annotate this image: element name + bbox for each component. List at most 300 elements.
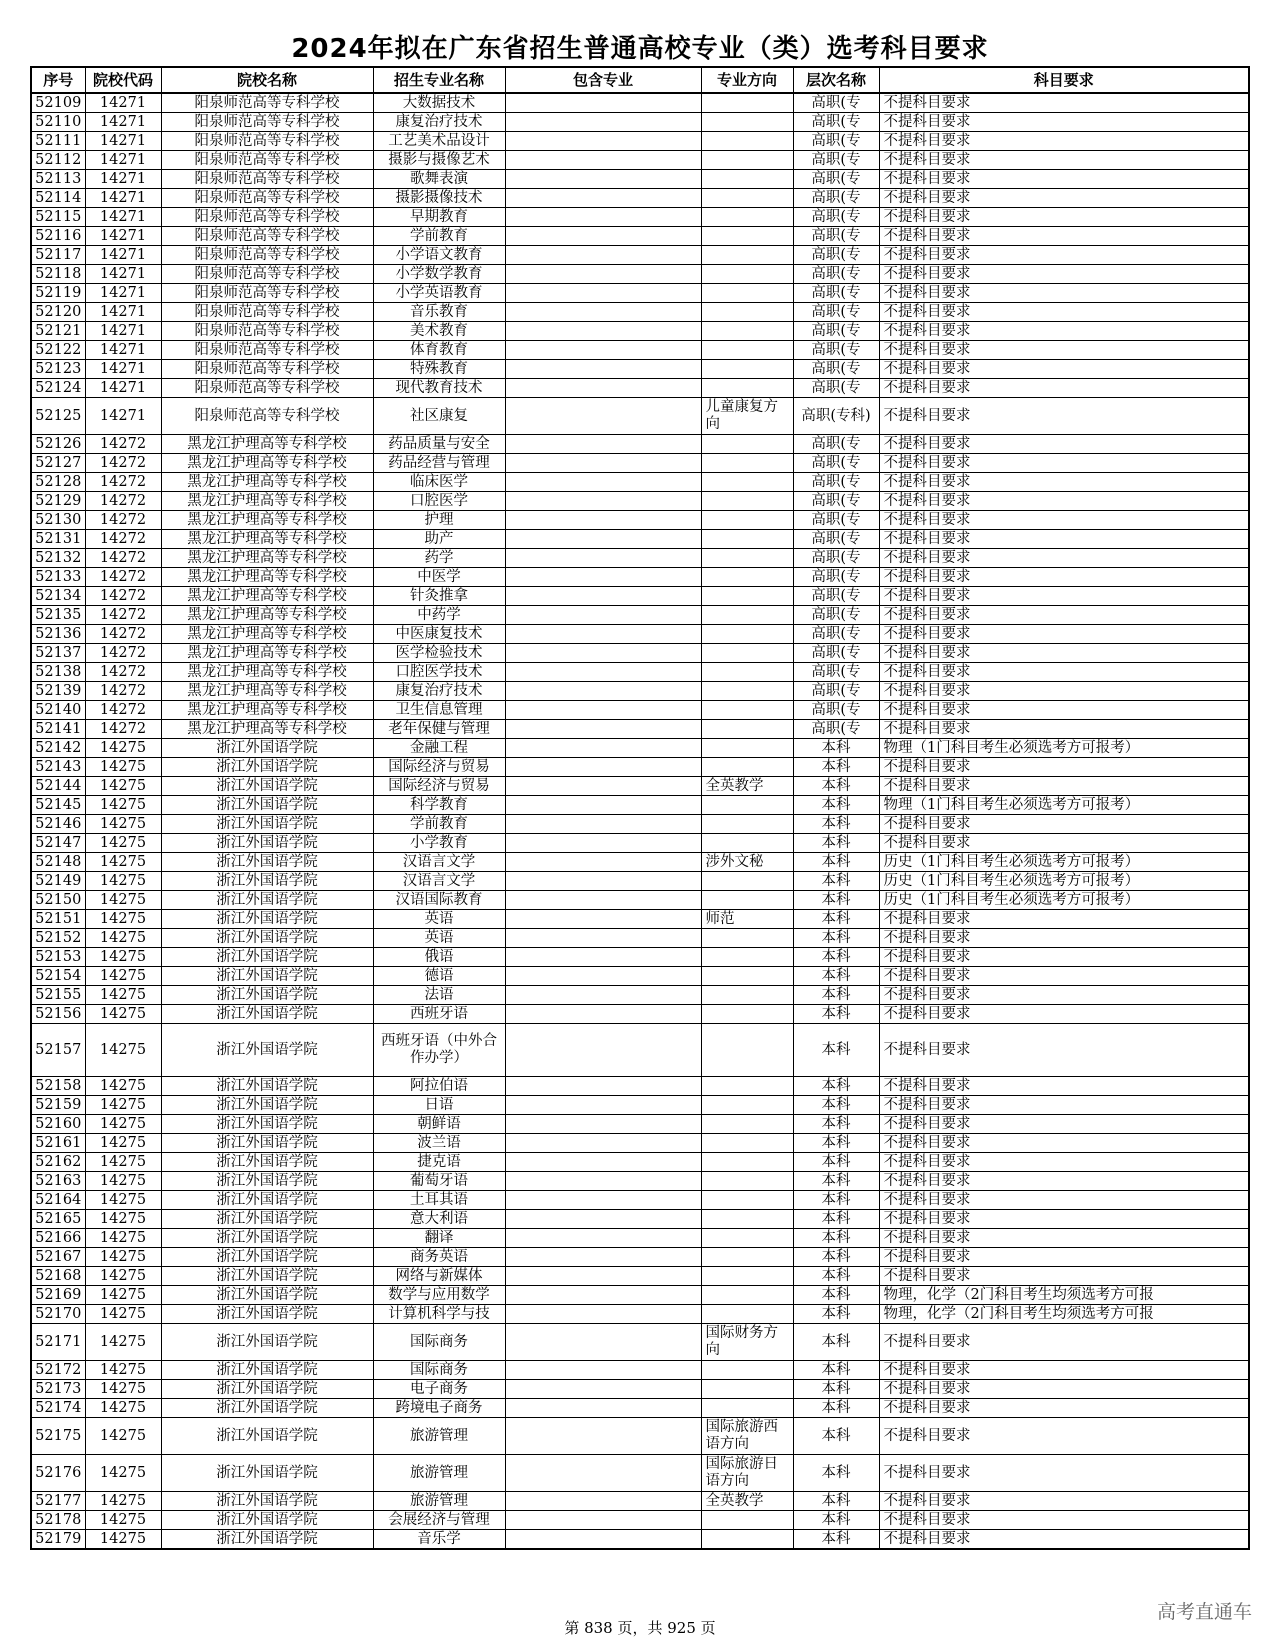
seq-cell: 52156 [31, 1005, 85, 1024]
seq-cell: 52148 [31, 853, 85, 872]
table-row [31, 360, 1249, 379]
school-name-cell: 浙江外国语学院 [161, 1248, 373, 1267]
direction-cell [701, 663, 793, 682]
seq-cell: 52140 [31, 701, 85, 720]
included-majors-cell [505, 1248, 701, 1267]
seq-cell: 52112 [31, 151, 85, 170]
major-name-cell: 俄语 [373, 948, 505, 967]
subject-req-cell: 不提科目要求 [879, 606, 1249, 625]
included-majors-cell [505, 1305, 701, 1324]
subject-req-cell: 不提科目要求 [879, 1115, 1249, 1134]
major-name-cell: 朝鲜语 [373, 1115, 505, 1134]
major-name-cell: 卫生信息管理 [373, 701, 505, 720]
seq-cell: 52115 [31, 208, 85, 227]
table-row [31, 322, 1249, 341]
school-code-cell: 14271 [85, 379, 161, 398]
school-code-cell: 14272 [85, 663, 161, 682]
major-name-cell: 捷克语 [373, 1153, 505, 1172]
seq-cell: 52124 [31, 379, 85, 398]
column-header-included-majors: 包含专业 [505, 67, 701, 93]
seq-cell: 52157 [31, 1024, 85, 1077]
school-name-cell: 浙江外国语学院 [161, 739, 373, 758]
school-code-cell: 14275 [85, 910, 161, 929]
seq-cell: 52142 [31, 739, 85, 758]
subject-req-cell: 不提科目要求 [879, 815, 1249, 834]
school-code-cell: 14275 [85, 1267, 161, 1286]
included-majors-cell [505, 303, 701, 322]
direction-cell [701, 1248, 793, 1267]
subject-req-cell: 不提科目要求 [879, 189, 1249, 208]
table-row [31, 151, 1249, 170]
major-name-cell: 药学 [373, 549, 505, 568]
subject-req-cell: 不提科目要求 [879, 929, 1249, 948]
subject-req-cell: 物理，化学（2门科目考生均须选考方可报 [879, 1305, 1249, 1324]
level-cell: 高职(专 [793, 227, 879, 246]
major-name-cell: 老年保健与管理 [373, 720, 505, 739]
school-name-cell: 浙江外国语学院 [161, 1455, 373, 1492]
level-cell: 高职(专 [793, 246, 879, 265]
major-name-cell: 法语 [373, 986, 505, 1005]
level-cell: 高职(专 [793, 170, 879, 189]
major-name-cell: 网络与新媒体 [373, 1267, 505, 1286]
included-majors-cell [505, 189, 701, 208]
included-majors-cell [505, 1511, 701, 1530]
seq-cell: 52176 [31, 1455, 85, 1492]
school-code-cell: 14275 [85, 1380, 161, 1399]
school-code-cell: 14271 [85, 93, 161, 113]
table-row [31, 454, 1249, 473]
school-code-cell: 14275 [85, 853, 161, 872]
page-title: 2024年拟在广东省招生普通高校专业（类）选考科目要求 [291, 34, 989, 64]
school-code-cell: 14272 [85, 568, 161, 587]
school-code-cell: 14275 [85, 1248, 161, 1267]
seq-cell: 52138 [31, 663, 85, 682]
school-code-cell: 14275 [85, 872, 161, 891]
school-code-cell: 14271 [85, 360, 161, 379]
major-name-cell: 中药学 [373, 606, 505, 625]
school-code-cell: 14272 [85, 454, 161, 473]
table-header-row [31, 67, 1249, 93]
included-majors-cell [505, 227, 701, 246]
direction-cell [701, 1077, 793, 1096]
direction-cell: 国际财务方向 [701, 1324, 793, 1361]
school-code-cell: 14275 [85, 1305, 161, 1324]
school-name-cell: 浙江外国语学院 [161, 834, 373, 853]
table-body [31, 93, 1249, 1549]
requirements-table [30, 66, 1250, 1550]
table-row [31, 815, 1249, 834]
level-cell: 高职(专 [793, 530, 879, 549]
direction-cell [701, 1134, 793, 1153]
table-row [31, 227, 1249, 246]
seq-cell: 52117 [31, 246, 85, 265]
school-name-cell: 阳泉师范高等专科学校 [161, 208, 373, 227]
included-majors-cell [505, 360, 701, 379]
subject-req-cell: 不提科目要求 [879, 682, 1249, 701]
table-row [31, 1134, 1249, 1153]
seq-cell: 52123 [31, 360, 85, 379]
subject-req-cell: 不提科目要求 [879, 1077, 1249, 1096]
subject-req-cell: 不提科目要求 [879, 777, 1249, 796]
seq-cell: 52132 [31, 549, 85, 568]
subject-req-cell: 不提科目要求 [879, 1380, 1249, 1399]
direction-cell [701, 948, 793, 967]
direction-cell [701, 341, 793, 360]
direction-cell [701, 170, 793, 189]
included-majors-cell [505, 1210, 701, 1229]
included-majors-cell [505, 93, 701, 113]
direction-cell [701, 701, 793, 720]
school-code-cell: 14275 [85, 1172, 161, 1191]
source-watermark: 高考直通车 [1156, 1601, 1252, 1623]
included-majors-cell [505, 606, 701, 625]
subject-req-cell: 物理（1门科目考生必须选考方可报考） [879, 739, 1249, 758]
seq-cell: 52160 [31, 1115, 85, 1134]
subject-req-cell: 不提科目要求 [879, 1492, 1249, 1511]
subject-req-cell: 不提科目要求 [879, 701, 1249, 720]
school-name-cell: 浙江外国语学院 [161, 986, 373, 1005]
subject-req-cell: 不提科目要求 [879, 113, 1249, 132]
direction-cell: 儿童康复方向 [701, 398, 793, 435]
school-name-cell: 阳泉师范高等专科学校 [161, 284, 373, 303]
table-row [31, 967, 1249, 986]
subject-req-cell: 不提科目要求 [879, 454, 1249, 473]
table-row [31, 1455, 1249, 1492]
major-name-cell: 药品质量与安全 [373, 435, 505, 454]
direction-cell [701, 1172, 793, 1191]
seq-cell: 52165 [31, 1210, 85, 1229]
included-majors-cell [505, 379, 701, 398]
school-name-cell: 黑龙江护理高等专科学校 [161, 663, 373, 682]
direction-cell [701, 644, 793, 663]
level-cell: 本科 [793, 1024, 879, 1077]
major-name-cell: 口腔医学 [373, 492, 505, 511]
major-name-cell: 葡萄牙语 [373, 1172, 505, 1191]
seq-cell: 52179 [31, 1530, 85, 1550]
direction-cell [701, 227, 793, 246]
seq-cell: 52134 [31, 587, 85, 606]
major-name-cell: 西班牙语（中外合作办学） [373, 1024, 505, 1077]
level-cell: 本科 [793, 815, 879, 834]
direction-cell [701, 1511, 793, 1530]
school-name-cell: 浙江外国语学院 [161, 853, 373, 872]
seq-cell: 52109 [31, 93, 85, 113]
subject-req-cell: 不提科目要求 [879, 663, 1249, 682]
table-row [31, 720, 1249, 739]
seq-cell: 52129 [31, 492, 85, 511]
table-row [31, 1511, 1249, 1530]
included-majors-cell [505, 284, 701, 303]
table-row [31, 587, 1249, 606]
school-code-cell: 14271 [85, 208, 161, 227]
seq-cell: 52151 [31, 910, 85, 929]
included-majors-cell [505, 511, 701, 530]
seq-cell: 52173 [31, 1380, 85, 1399]
direction-cell [701, 511, 793, 530]
major-name-cell: 国际经济与贸易 [373, 777, 505, 796]
school-name-cell: 浙江外国语学院 [161, 1286, 373, 1305]
level-cell: 本科 [793, 910, 879, 929]
included-majors-cell [505, 891, 701, 910]
table-row [31, 341, 1249, 360]
school-name-cell: 浙江外国语学院 [161, 1511, 373, 1530]
included-majors-cell [505, 170, 701, 189]
seq-cell: 52118 [31, 265, 85, 284]
level-cell: 高职(专 [793, 189, 879, 208]
major-name-cell: 中医学 [373, 568, 505, 587]
school-name-cell: 阳泉师范高等专科学校 [161, 246, 373, 265]
level-cell: 高职(专 [793, 265, 879, 284]
major-name-cell: 国际经济与贸易 [373, 758, 505, 777]
school-code-cell: 14271 [85, 341, 161, 360]
major-name-cell: 早期教育 [373, 208, 505, 227]
major-name-cell: 阿拉伯语 [373, 1077, 505, 1096]
table-row [31, 1005, 1249, 1024]
major-name-cell: 日语 [373, 1096, 505, 1115]
level-cell: 高职(专 [793, 720, 879, 739]
level-cell: 本科 [793, 1511, 879, 1530]
level-cell: 本科 [793, 1248, 879, 1267]
school-name-cell: 阳泉师范高等专科学校 [161, 341, 373, 360]
school-name-cell: 黑龙江护理高等专科学校 [161, 568, 373, 587]
table-row [31, 1267, 1249, 1286]
level-cell: 本科 [793, 948, 879, 967]
seq-cell: 52133 [31, 568, 85, 587]
major-name-cell: 国际商务 [373, 1361, 505, 1380]
level-cell: 高职(专 [793, 132, 879, 151]
school-code-cell: 14272 [85, 511, 161, 530]
included-majors-cell [505, 132, 701, 151]
subject-req-cell: 不提科目要求 [879, 549, 1249, 568]
included-majors-cell [505, 796, 701, 815]
direction-cell [701, 986, 793, 1005]
major-name-cell: 意大利语 [373, 1210, 505, 1229]
level-cell: 本科 [793, 872, 879, 891]
school-code-cell: 14275 [85, 1210, 161, 1229]
major-name-cell: 中医康复技术 [373, 625, 505, 644]
school-name-cell: 浙江外国语学院 [161, 1305, 373, 1324]
level-cell: 本科 [793, 1229, 879, 1248]
seq-cell: 52159 [31, 1096, 85, 1115]
table-row [31, 606, 1249, 625]
table-row [31, 265, 1249, 284]
level-cell: 本科 [793, 777, 879, 796]
subject-req-cell: 不提科目要求 [879, 1210, 1249, 1229]
school-name-cell: 浙江外国语学院 [161, 948, 373, 967]
table-row [31, 1286, 1249, 1305]
school-code-cell: 14271 [85, 113, 161, 132]
included-majors-cell [505, 872, 701, 891]
level-cell: 本科 [793, 1418, 879, 1455]
included-majors-cell [505, 568, 701, 587]
table-row [31, 644, 1249, 663]
subject-req-cell: 不提科目要求 [879, 132, 1249, 151]
school-name-cell: 黑龙江护理高等专科学校 [161, 682, 373, 701]
included-majors-cell [505, 1005, 701, 1024]
subject-req-cell: 不提科目要求 [879, 720, 1249, 739]
level-cell: 本科 [793, 1361, 879, 1380]
direction-cell [701, 682, 793, 701]
included-majors-cell [505, 815, 701, 834]
seq-cell: 52163 [31, 1172, 85, 1191]
school-code-cell: 14275 [85, 834, 161, 853]
major-name-cell: 体育教育 [373, 341, 505, 360]
direction-cell [701, 834, 793, 853]
school-code-cell: 14271 [85, 170, 161, 189]
table-row [31, 208, 1249, 227]
direction-cell [701, 568, 793, 587]
subject-req-cell: 不提科目要求 [879, 227, 1249, 246]
school-name-cell: 阳泉师范高等专科学校 [161, 303, 373, 322]
school-name-cell: 浙江外国语学院 [161, 1324, 373, 1361]
school-name-cell: 阳泉师范高等专科学校 [161, 398, 373, 435]
school-name-cell: 浙江外国语学院 [161, 1229, 373, 1248]
subject-req-cell: 不提科目要求 [879, 1248, 1249, 1267]
table-row [31, 1324, 1249, 1361]
seq-cell: 52150 [31, 891, 85, 910]
table-row [31, 1210, 1249, 1229]
school-name-cell: 黑龙江护理高等专科学校 [161, 473, 373, 492]
school-name-cell: 阳泉师范高等专科学校 [161, 113, 373, 132]
seq-cell: 52162 [31, 1153, 85, 1172]
table-row [31, 1492, 1249, 1511]
column-header-subject-req: 科目要求 [879, 67, 1249, 93]
included-majors-cell [505, 530, 701, 549]
direction-cell [701, 967, 793, 986]
direction-cell [701, 1153, 793, 1172]
seq-cell: 52161 [31, 1134, 85, 1153]
direction-cell [701, 1024, 793, 1077]
included-majors-cell [505, 265, 701, 284]
direction-cell: 全英教学 [701, 1492, 793, 1511]
subject-req-cell: 不提科目要求 [879, 1153, 1249, 1172]
direction-cell [701, 815, 793, 834]
subject-req-cell: 不提科目要求 [879, 511, 1249, 530]
major-name-cell: 跨境电子商务 [373, 1399, 505, 1418]
subject-req-cell: 不提科目要求 [879, 1399, 1249, 1418]
level-cell: 高职(专 [793, 511, 879, 530]
subject-req-cell: 不提科目要求 [879, 284, 1249, 303]
table-row [31, 834, 1249, 853]
table-row [31, 682, 1249, 701]
level-cell: 本科 [793, 1005, 879, 1024]
school-code-cell: 14271 [85, 151, 161, 170]
table-row [31, 473, 1249, 492]
direction-cell [701, 113, 793, 132]
subject-req-cell: 不提科目要求 [879, 208, 1249, 227]
major-name-cell: 康复治疗技术 [373, 682, 505, 701]
included-majors-cell [505, 1172, 701, 1191]
table-row [31, 777, 1249, 796]
seq-cell: 52121 [31, 322, 85, 341]
included-majors-cell [505, 454, 701, 473]
table-row [31, 853, 1249, 872]
school-name-cell: 浙江外国语学院 [161, 758, 373, 777]
major-name-cell: 翻译 [373, 1229, 505, 1248]
major-name-cell: 口腔医学技术 [373, 663, 505, 682]
table-row [31, 910, 1249, 929]
direction-cell: 师范 [701, 910, 793, 929]
major-name-cell: 小学英语教育 [373, 284, 505, 303]
level-cell: 本科 [793, 1115, 879, 1134]
included-majors-cell [505, 1418, 701, 1455]
level-cell: 高职(专 [793, 341, 879, 360]
seq-cell: 52135 [31, 606, 85, 625]
school-name-cell: 浙江外国语学院 [161, 1361, 373, 1380]
direction-cell [701, 625, 793, 644]
major-name-cell: 旅游管理 [373, 1418, 505, 1455]
seq-cell: 52119 [31, 284, 85, 303]
level-cell: 本科 [793, 796, 879, 815]
seq-cell: 52169 [31, 1286, 85, 1305]
subject-req-cell: 不提科目要求 [879, 1005, 1249, 1024]
included-majors-cell [505, 777, 701, 796]
school-name-cell: 浙江外国语学院 [161, 1096, 373, 1115]
level-cell: 高职(专 [793, 435, 879, 454]
level-cell: 高职(专 [793, 113, 879, 132]
school-code-cell: 14275 [85, 1096, 161, 1115]
major-name-cell: 大数据技术 [373, 93, 505, 113]
school-code-cell: 14275 [85, 1361, 161, 1380]
school-name-cell: 浙江外国语学院 [161, 1380, 373, 1399]
level-cell: 本科 [793, 1399, 879, 1418]
included-majors-cell [505, 758, 701, 777]
subject-req-cell: 不提科目要求 [879, 967, 1249, 986]
table-row [31, 303, 1249, 322]
table-row [31, 113, 1249, 132]
included-majors-cell [505, 1096, 701, 1115]
school-name-cell: 浙江外国语学院 [161, 1172, 373, 1191]
level-cell: 本科 [793, 834, 879, 853]
table-row [31, 1172, 1249, 1191]
seq-cell: 52128 [31, 473, 85, 492]
school-code-cell: 14275 [85, 1455, 161, 1492]
major-name-cell: 电子商务 [373, 1380, 505, 1399]
major-name-cell: 英语 [373, 910, 505, 929]
level-cell: 本科 [793, 929, 879, 948]
direction-cell [701, 929, 793, 948]
school-code-cell: 14275 [85, 1005, 161, 1024]
school-name-cell: 黑龙江护理高等专科学校 [161, 530, 373, 549]
major-name-cell: 学前教育 [373, 815, 505, 834]
school-name-cell: 黑龙江护理高等专科学校 [161, 606, 373, 625]
school-code-cell: 14275 [85, 796, 161, 815]
major-name-cell: 旅游管理 [373, 1492, 505, 1511]
seq-cell: 52178 [31, 1511, 85, 1530]
table-row [31, 739, 1249, 758]
school-code-cell: 14272 [85, 549, 161, 568]
direction-cell [701, 208, 793, 227]
seq-cell: 52153 [31, 948, 85, 967]
seq-cell: 52125 [31, 398, 85, 435]
direction-cell [701, 93, 793, 113]
direction-cell: 国际旅游西语方向 [701, 1418, 793, 1455]
direction-cell [701, 606, 793, 625]
column-header-major-name: 招生专业名称 [373, 67, 505, 93]
included-majors-cell [505, 1399, 701, 1418]
table-row [31, 1229, 1249, 1248]
table-row [31, 492, 1249, 511]
major-name-cell: 学前教育 [373, 227, 505, 246]
level-cell: 高职(专 [793, 701, 879, 720]
seq-cell: 52168 [31, 1267, 85, 1286]
included-majors-cell [505, 682, 701, 701]
seq-cell: 52154 [31, 967, 85, 986]
column-header-direction: 专业方向 [701, 67, 793, 93]
level-cell: 本科 [793, 891, 879, 910]
direction-cell [701, 132, 793, 151]
table-row [31, 1399, 1249, 1418]
